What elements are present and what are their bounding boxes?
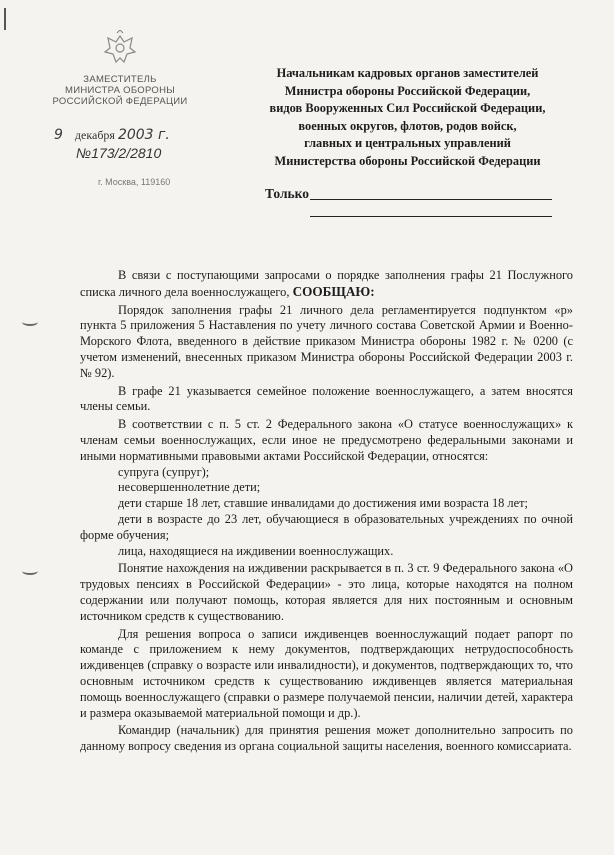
paragraph: Командир (начальник) для принятия решения может дополнительно запросить по данному вопросу сведения из органа социальной защиты населения, военного комиссариата. [80,723,573,754]
hole-punch-mark [22,567,38,575]
list-item: несовершеннолетние дети; [118,480,261,495]
letterhead-line: РОССИЙСКОЙ ФЕДЕРАЦИИ [52,96,188,107]
paragraph: Для решения вопроса о записи иждивенцев военнослужащий подает рапорт по команде с приложением к нему документов, подтверждающих нетрудоспособность иждивенцев (справку о возрасте или инвалидности), и документов, подтверждающих то, что основным источником средств к существованию иждивенцев является материальная помощь военнослужащего (справки о размере получаемой пенсии, наличии детей, характера и размера оказываемой материальной помощи и др.). [80,626,573,720]
paragraph: Порядок заполнения графы 21 личного дела регламентируется подпунктом «р» пункта 5 приложения 5 Наставления по учету личного состава Советской Армии и Военно-Морского Флота, введенного в действие приказом Министра обороны 1982 г. № 0200 (с учетом изменений, внесенных приказом Министра обороны Российской Федерации 2003 г. № 92). [80,302,573,380]
list-item: дети в возрасте до 23 лет, обучающиеся в образовательных учреждениях по очной форме обучения; [80,511,573,542]
letterhead-line: МИНИСТРА ОБОРОНЫ [65,85,175,96]
only-label: Только [265,186,310,201]
hole-punch-mark [22,318,38,326]
addressee-line: военных округов, флотов, родов войск, [298,118,517,133]
list-item: лица, находящиеся на иждивении военнослужащих. [118,543,394,558]
announce-word: СООБЩАЮ: [292,283,375,299]
letter-body [80,268,573,755]
scan-edge-mark [4,8,20,30]
addressee-line: видов Вооруженных Сил Российской Федерации, [269,101,546,116]
addressee-line: главных и центральных управлений [304,136,511,151]
paragraph: В соответствии с п. 5 ст. 2 Федерального закона «О статусе военнослужащих» к членам семьи военнослужащих, если иное не предусмотрено федеральными законами и иными нормативными правовыми актами Российской Федерации, относятся: [80,417,573,463]
document-number [40,145,200,161]
list-item: супруга (супруг); [118,464,210,479]
paragraph [80,268,573,301]
date-year: 2003 г. [117,127,170,143]
letterhead-city: г. Москва, 119160 [98,177,171,187]
document-number-value: №173/2/2810 [76,145,162,161]
only-blank-line [310,216,552,217]
date-month: декабря [74,128,115,142]
letterhead-line: ЗАМЕСТИТЕЛЬ [83,74,157,85]
document-date [40,127,200,143]
paragraph-text: В связи с поступающими запросами о порядке заполнения графы 21 Послужного списка личного дела военнослужащего, [80,268,573,299]
only-blank-line [310,199,552,200]
date-day: 9 [54,127,63,143]
coat-of-arms-emblem [99,30,141,68]
letterhead [40,30,200,187]
addressee-line: Начальникам кадровых органов заместителей [276,66,539,80]
paragraph: В графе 21 указывается семейное положение военнослужащего, а затем вносятся члены семьи. [80,383,573,414]
addressee-line: Министра обороны Российской Федерации, [284,83,531,98]
addressee-block [245,65,570,171]
paragraph: Понятие нахождения на иждивении раскрывается в п. 3 ст. 9 Федерального закона «О трудовых пенсиях в Российской Федерации» - это лица, которые находятся на полном содержании или получают помощь, которая является для них постоянным и основным источником средств к существованию. [80,561,573,623]
list-item: дети старше 18 лет, ставшие инвалидами до достижения ими возраста 18 лет; [118,496,528,511]
addressee-line: Министерства обороны Российской Федерации [274,153,541,168]
